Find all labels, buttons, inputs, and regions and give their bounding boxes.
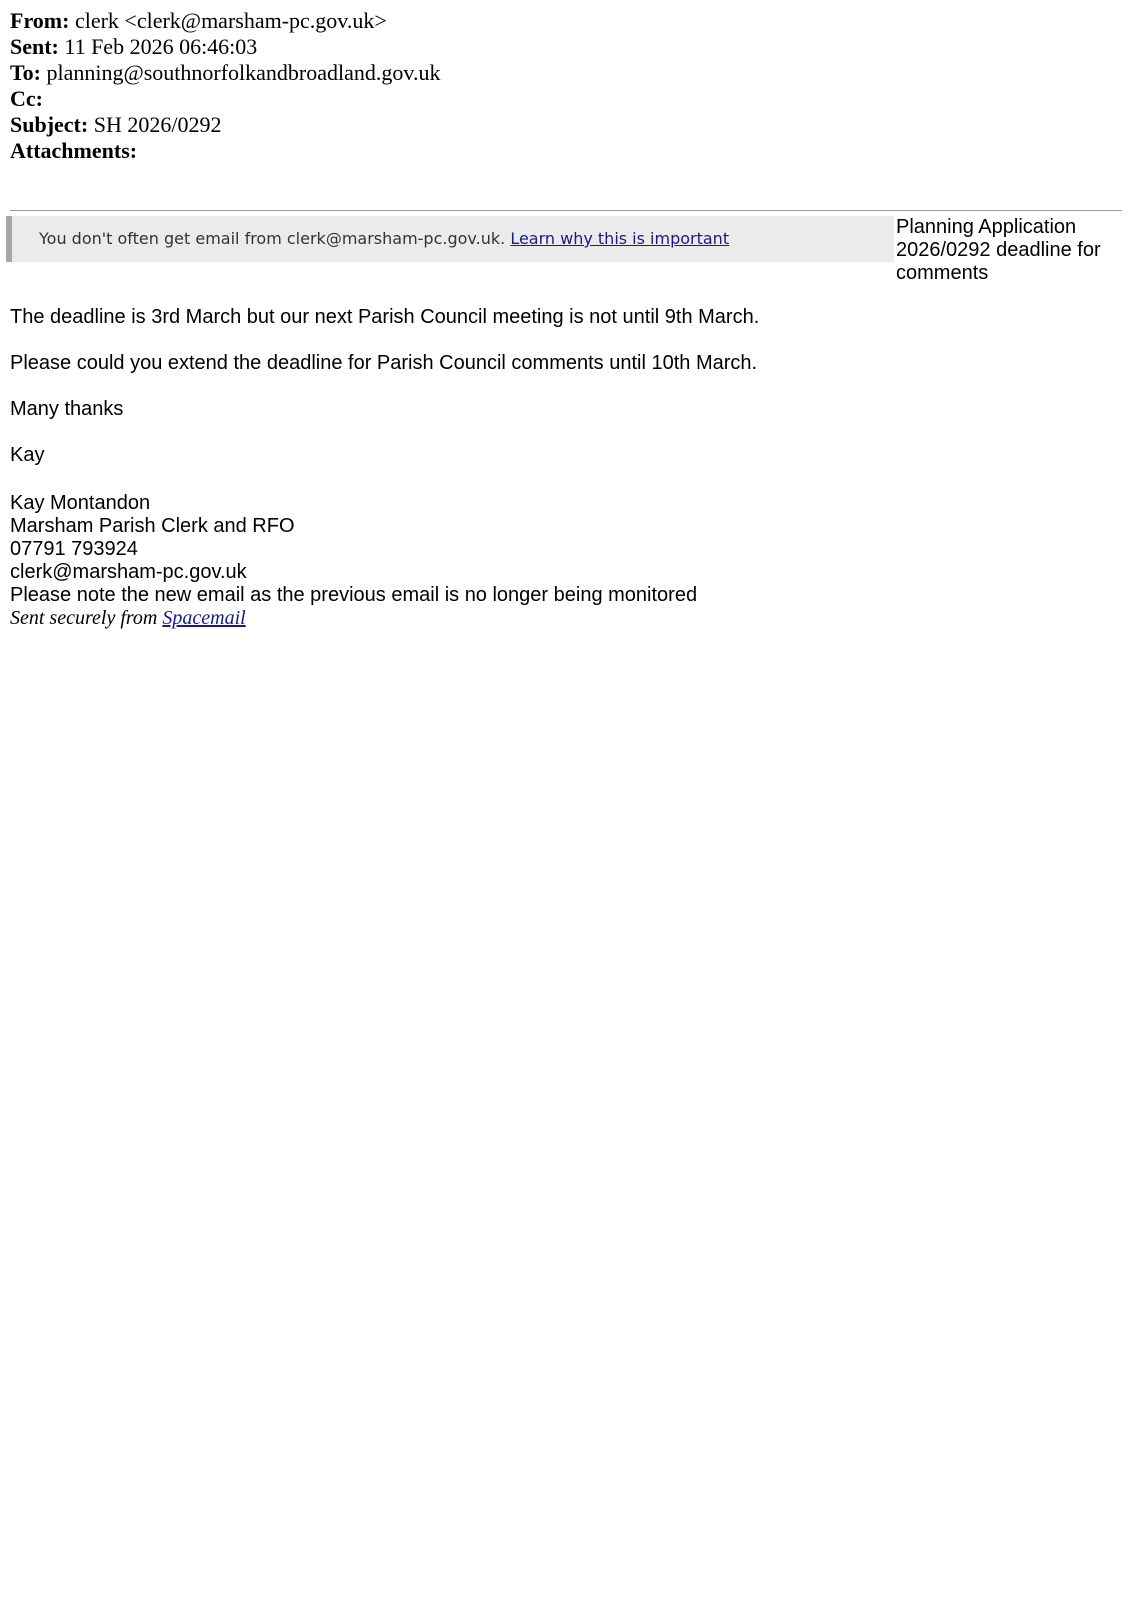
signature-name: Kay Montandon bbox=[10, 492, 151, 514]
header-subject bbox=[10, 112, 440, 138]
email-headers bbox=[10, 8, 440, 164]
sent-from-text: Sent securely from bbox=[10, 607, 158, 629]
body-paragraph: Kay bbox=[10, 444, 45, 466]
header-sent bbox=[10, 34, 440, 60]
spacemail-link[interactable]: Spacemail bbox=[162, 607, 246, 629]
email-body bbox=[10, 306, 1110, 630]
signature-note: Please note the new email as the previous email is no longer being monitored bbox=[10, 584, 698, 606]
learn-why-link[interactable]: Learn why this is important bbox=[510, 229, 730, 248]
signature-block bbox=[10, 492, 1110, 630]
sent-value: 11 Feb 2026 06:46:03 bbox=[64, 34, 258, 59]
external-sender-banner bbox=[6, 216, 894, 262]
signature-title: Marsham Parish Clerk and RFO bbox=[10, 515, 295, 537]
signature-email: clerk@marsham-pc.gov.uk bbox=[10, 561, 247, 583]
cc-label: Cc: bbox=[10, 86, 43, 111]
to-value: planning@southnorfolkandbroadland.gov.uk bbox=[46, 60, 441, 85]
header-divider bbox=[10, 210, 1122, 211]
body-paragraph: Please could you extend the deadline for Parish Council comments until 10th March. bbox=[10, 352, 758, 374]
signature-phone: 07791 793924 bbox=[10, 538, 138, 560]
header-to bbox=[10, 60, 440, 86]
header-cc bbox=[10, 86, 440, 112]
to-label: To: bbox=[10, 60, 41, 85]
body-paragraph: Many thanks bbox=[10, 398, 124, 420]
header-attachments bbox=[10, 138, 440, 164]
subject-value: SH 2026/0292 bbox=[93, 112, 222, 137]
attachments-label: Attachments: bbox=[10, 138, 138, 163]
sent-from-line bbox=[10, 607, 1110, 630]
sent-label: Sent: bbox=[10, 34, 59, 59]
from-value: clerk <clerk@marsham-pc.gov.uk> bbox=[74, 8, 387, 33]
from-label: From: bbox=[10, 8, 70, 33]
body-paragraph: The deadline is 3rd March but our next Parish Council meeting is not until 9th March. bbox=[10, 306, 760, 328]
subject-label: Subject: bbox=[10, 112, 89, 137]
header-from bbox=[10, 8, 440, 34]
banner-text: You don't often get email from clerk@marsham-pc.gov.uk. bbox=[39, 229, 506, 248]
original-subject: Planning Application 2026/0292 deadline for comments bbox=[896, 216, 1101, 284]
